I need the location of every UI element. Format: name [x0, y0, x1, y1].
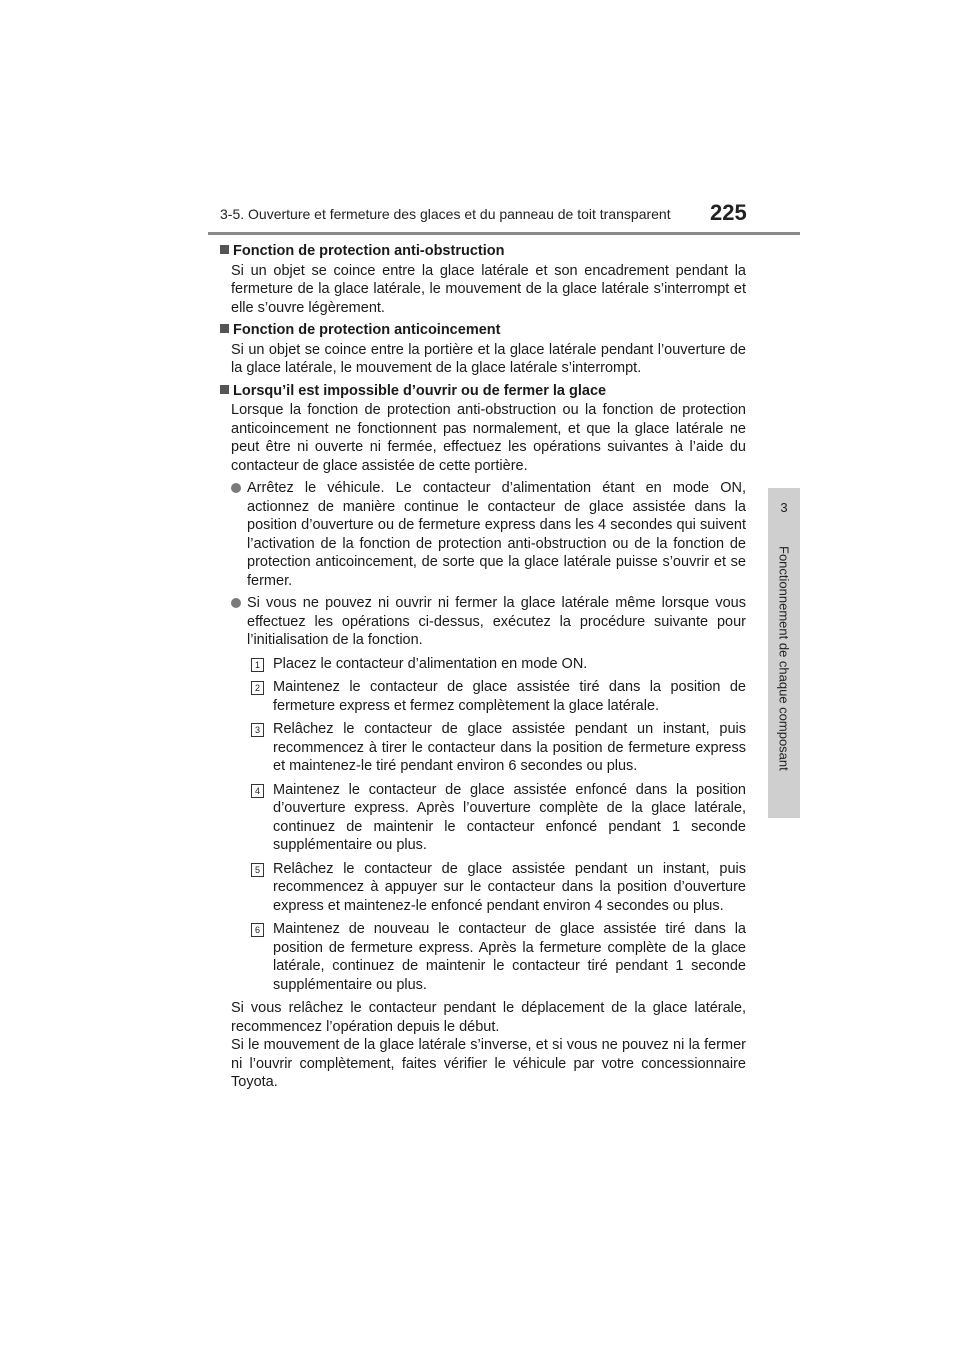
chapter-label: Fonctionnement de chaque composant	[776, 546, 792, 771]
step-text: Maintenez le contacteur de glace assistée tiré dans la position de fermeture express et fermez complètement la glace latérale.	[273, 679, 746, 714]
section-heading	[220, 242, 746, 261]
square-bullet-icon	[220, 385, 229, 394]
step-text: Maintenez le contacteur de glace assistée enfoncé dans la position d’ouverture express. Après l’ouverture complète de la glace latérale, continuez de maintenir le contacteur enfoncé pendant 1 seconde supplémentaire ou plus.	[273, 781, 746, 853]
page-number: 225	[710, 200, 747, 225]
step-number-box: 6	[251, 923, 264, 937]
section-heading-text: Lorsqu’il est impossible d’ouvrir ou de fermer la glace	[233, 382, 607, 399]
section-heading	[220, 382, 746, 401]
step-item	[247, 781, 746, 855]
circle-bullet-icon	[231, 598, 241, 608]
section-heading	[220, 321, 746, 340]
step-item	[247, 655, 746, 674]
step-number-box: 4	[251, 784, 264, 798]
square-bullet-icon	[220, 324, 229, 333]
section-heading-text: Fonction de protection anti-obstruction	[233, 243, 505, 259]
section-heading-text: Fonction de protection anticoincement	[233, 322, 501, 338]
header-title: 3-5. Ouverture et fermeture des glaces et du panneau de toit transparent	[220, 206, 671, 222]
step-number-box: 1	[251, 658, 264, 672]
step-number-box: 2	[251, 681, 264, 695]
step-item	[247, 920, 746, 994]
bullet-text: Arrêtez le véhicule. Le contacteur d’alimentation étant en mode ON, actionnez de manière continue le contacteur de glace assistée dans la position d’ouverture ou de fermeture express dans les 4 secondes qui suivent l’activation de la fonction de protection anti-obstruction ou de la fonction de protection anticoincement, de sorte que la glace latérale puisse s’ouvrir et se fermer.	[247, 480, 746, 589]
closing-text	[231, 999, 746, 1092]
step-text: Placez le contacteur d’alimentation en mode ON.	[273, 655, 588, 672]
section-text: Si un objet se coince entre la portière et la glace latérale pendant l’ouverture de la glace latérale, le mouvement de la glace latérale s’interrompt.	[231, 341, 746, 376]
step-text: Relâchez le contacteur de glace assistée pendant un instant, puis recommencez à appuyer sur le contacteur dans la position d’ouverture express et maintenez-le enfoncé pendant environ 4 secondes ou plus.	[273, 860, 746, 914]
bullet-item	[231, 594, 746, 650]
step-text: Relâchez le contacteur de glace assistée pendant un instant, puis recommencez à tirer le contacteur dans la position de fermeture express et maintenez-le tiré pendant environ 6 secondes ou plus.	[273, 721, 746, 774]
step-number-box: 5	[251, 863, 264, 877]
section-text: Lorsque la fonction de protection anti-obstruction ou la fonction de protection anticoincement ne fonctionnent pas normalement, et que la glace latérale ne peut être ni ouverte ni fermée, effectuez les opérations suivantes à l’aide du contacteur de glace assistée de cette portière.	[231, 402, 746, 474]
section-text: Si un objet se coince entre la glace latérale et son encadrement pendant la fermeture de la glace latérale, le mouvement de la glace latérale s’interrompt et elle s’ouvre légèrement.	[231, 262, 746, 316]
chapter-side-tab	[768, 488, 800, 818]
section-anticoincement	[222, 321, 746, 378]
step-number-box: 3	[251, 723, 264, 737]
section-impossible-open-close	[222, 382, 746, 1092]
step-item	[247, 860, 746, 916]
bullet-text: Si vous ne pouvez ni ouvrir ni fermer la glace latérale même lorsque vous effectuez les opérations ci-dessus, exécutez la procédure suivante pour l’initialisation de la fonction.	[247, 595, 746, 648]
circle-bullet-icon	[231, 483, 241, 493]
chapter-number: 3	[780, 500, 788, 515]
bullet-item	[231, 479, 746, 590]
header-rule	[208, 232, 800, 235]
page-content	[222, 242, 746, 1096]
section-anti-obstruction	[222, 242, 746, 317]
step-text: Maintenez de nouveau le contacteur de glace assistée tiré dans la position de fermeture express. Après la fermeture complète de la glace latérale, continuez de maintenir le contacteur tiré pendant 1 seconde supplémentaire ou plus.	[273, 921, 746, 993]
closing-line: Si vous relâchez le contacteur pendant le déplacement de la glace latérale, recommencez l’opération depuis le début.	[231, 1000, 746, 1035]
square-bullet-icon	[220, 245, 229, 254]
step-item	[247, 678, 746, 715]
step-item	[247, 720, 746, 776]
closing-line: Si le mouvement de la glace latérale s’inverse, et si vous ne pouvez ni la fermer ni l’ouvrir complètement, faites vérifier le véhicule par votre concessionnaire Toyota.	[231, 1037, 746, 1090]
